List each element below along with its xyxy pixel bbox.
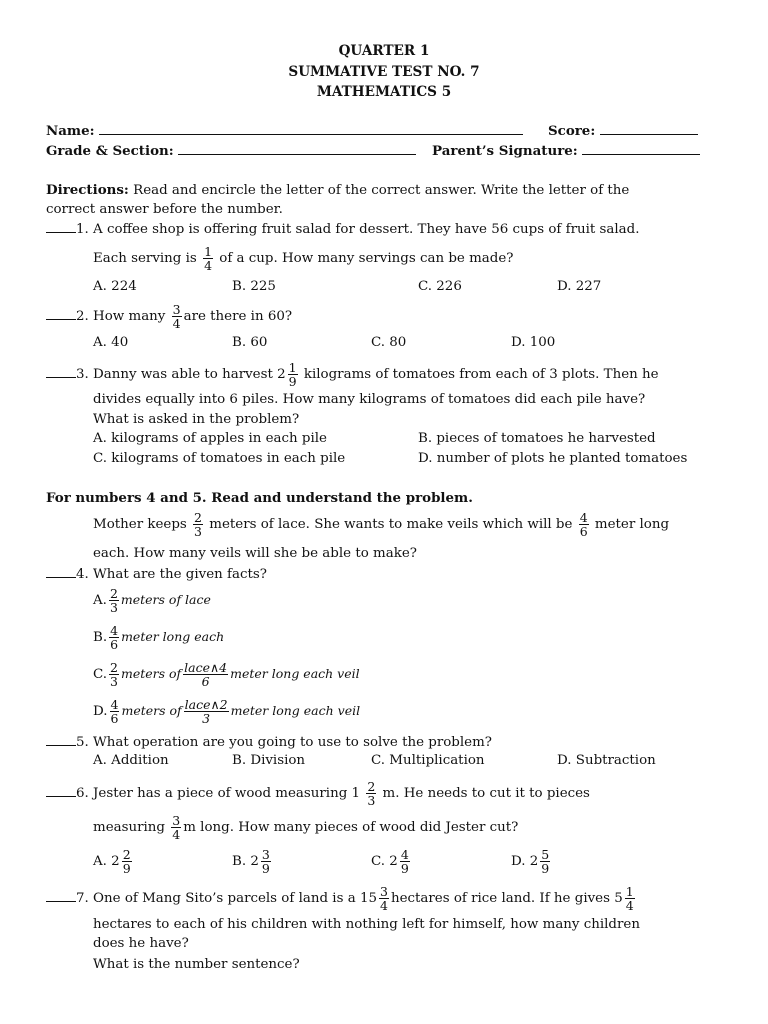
q2-text-b: are there in 60? (183, 309, 293, 324)
q6-text-d: m long. How many pieces of wood did Jester cut? (183, 820, 519, 835)
test-subject: MATHEMATICS 5 (316, 84, 452, 100)
name-field[interactable] (46, 122, 523, 140)
name-label: Name: (46, 123, 95, 139)
test-title: SUMMATIVE TEST NO. 7 (288, 64, 480, 80)
q2-option-b[interactable]: B. 60 (232, 335, 268, 350)
grade-section-label: Grade & Section: (46, 143, 174, 159)
q45-text-a: Mother keeps (93, 517, 187, 532)
q7-line4: What is the number sentence? (93, 957, 300, 972)
question-5-text: 5. What operation are you going to use to solve the problem? (76, 735, 492, 750)
q1-fraction: $\frac{1}{4}$ (204, 244, 213, 273)
q3-text-a: 3. Danny was able to harvest 2 (76, 367, 286, 382)
q1-text-a: Each serving is (93, 251, 197, 266)
q7-text-a: 7. One of Mang Sito’s parcels of land is a 15 (76, 891, 377, 906)
section-heading-4-5: For numbers 4 and 5. Read and understand the problem. (46, 490, 473, 506)
answer-blank-3[interactable] (46, 365, 76, 378)
q3-line2: divides equally into 6 piles. How many kilograms of tomatoes did each pile have? (93, 392, 646, 407)
question-4-text: 4. What are the given facts? (76, 567, 267, 582)
q1-text-b: of a cup. How many servings can be made? (219, 251, 514, 266)
q3-line3: What is asked in the problem? (93, 412, 300, 427)
q7-fraction-1: $\frac{3}{4}$ (380, 884, 388, 913)
q4-c-fraction: $\frac{2}{3}$ (110, 660, 118, 689)
q3-option-b[interactable]: B. pieces of tomatoes he harvested (418, 431, 656, 446)
q5-option-a[interactable]: A. Addition (93, 753, 169, 768)
answer-blank-2[interactable] (46, 307, 76, 320)
question-4 (46, 565, 267, 584)
q1-option-d[interactable]: D. 227 (557, 279, 602, 294)
q45-text-b: meters of lace. She wants to make veils which will be (209, 517, 573, 532)
q1-option-c[interactable]: C. 226 (418, 279, 462, 294)
answer-blank-5[interactable] (46, 733, 76, 746)
q7-fraction-2: $\frac{1}{4}$ (625, 884, 634, 913)
q4-option-c[interactable]: C. $\frac{2}{3}$ meters of lace∧4 6 meter long each veil (93, 660, 360, 689)
q6-fraction-2: $\frac{3}{4}$ (172, 813, 181, 842)
answer-blank-1[interactable] (46, 220, 76, 233)
score-field[interactable] (548, 122, 698, 140)
q2-option-c[interactable]: C. 80 (371, 335, 407, 350)
directions (46, 181, 629, 200)
parent-signature-field[interactable] (432, 142, 700, 160)
question-7 (46, 885, 637, 912)
q6-line2 (93, 814, 518, 841)
score-label: Score: (548, 123, 596, 139)
q5-option-c[interactable]: C. Multiplication (371, 753, 485, 768)
q3-fraction: $\frac{1}{9}$ (288, 360, 297, 389)
answer-blank-7[interactable] (46, 889, 76, 902)
q5-option-d[interactable]: D. Subtraction (557, 753, 656, 768)
question-2 (46, 303, 292, 330)
question-1-text: 1. A coffee shop is offering fruit salad for dessert. They have 56 cups of fruit salad. (76, 222, 640, 237)
q2-option-a[interactable]: A. 40 (93, 335, 129, 350)
question-3 (46, 361, 659, 388)
q7-line2: hectares to each of his children with nothing left for himself, how many children (93, 917, 640, 932)
q6-text-c: measuring (93, 820, 165, 835)
grade-section-field[interactable] (46, 142, 416, 160)
q4-b-fraction: $\frac{4}{6}$ (110, 623, 119, 652)
q4-d-fraction: $\frac{4}{6}$ (110, 697, 119, 726)
q6-text-a: 6. Jester has a piece of wood measuring 1 (76, 786, 361, 801)
q4-a-fraction: $\frac{2}{3}$ (109, 586, 118, 615)
test-quarter: QUARTER 1 (338, 43, 430, 59)
q6-option-b[interactable]: B. 2 $\frac{3}{9}$ (232, 847, 270, 876)
q7-text-b: hectares of rice land. If he gives 5 (390, 891, 623, 906)
q6-text-b: m. He needs to cut it to pieces (382, 786, 590, 801)
q4-c-fraction-2: lace∧4 6 (184, 660, 228, 689)
q5-option-b[interactable]: B. Division (232, 753, 306, 768)
problem-4-5-line2: each. How many veils will she be able to make? (93, 546, 417, 561)
question-6 (46, 780, 590, 807)
answer-blank-6[interactable] (46, 784, 76, 797)
q2-option-d[interactable]: D. 100 (511, 335, 556, 350)
q6-option-d[interactable]: D. 2 $\frac{5}{9}$ (511, 847, 550, 876)
q7-line3: does he have? (93, 936, 189, 951)
directions-text: Read and encircle the letter of the correct answer. Write the letter of the (128, 183, 630, 198)
question-5 (46, 733, 492, 752)
q3-option-d[interactable]: D. number of plots he planted tomatoes (418, 451, 688, 466)
q4-option-b[interactable]: B. $\frac{4}{6}$ meter long each (93, 623, 225, 652)
q3-option-a[interactable]: A. kilograms of apples in each pile (93, 431, 327, 446)
question-1 (46, 220, 639, 239)
answer-blank-4[interactable] (46, 565, 76, 578)
q45-text-c: meter long (594, 517, 670, 532)
q2-text-a: 2. How many (76, 309, 166, 324)
q6-option-a[interactable]: A. 2 $\frac{2}{9}$ (93, 847, 131, 876)
parent-signature-label: Parent’s Signature: (432, 143, 578, 159)
q4-option-a[interactable]: A. $\frac{2}{3}$ meters of lace (93, 586, 211, 615)
question-1-line2 (93, 245, 513, 272)
q6-fraction: $\frac{2}{3}$ (367, 779, 376, 808)
problem-4-5 (93, 511, 669, 538)
q3-text-b: kilograms of tomatoes from each of 3 plots. Then he (299, 367, 659, 382)
q6-option-c[interactable]: C. 2 $\frac{4}{9}$ (371, 847, 409, 876)
q4-d-fraction-2: lace∧2 3 (184, 697, 228, 726)
q2-fraction: $\frac{3}{4}$ (172, 302, 181, 331)
q4-option-d[interactable]: D. $\frac{4}{6}$ meters of lace∧2 3 meter long each veil (93, 697, 361, 726)
q1-option-a[interactable]: A. 224 (93, 279, 137, 294)
q45-fraction-2: $\frac{4}{6}$ (579, 510, 588, 539)
q3-option-c[interactable]: C. kilograms of tomatoes in each pile (93, 451, 346, 466)
q1-option-b[interactable]: B. 225 (232, 279, 276, 294)
q45-fraction-1: $\frac{2}{3}$ (194, 510, 202, 539)
directions-label: Directions: (46, 182, 129, 198)
directions-line2: correct answer before the number. (46, 202, 283, 217)
